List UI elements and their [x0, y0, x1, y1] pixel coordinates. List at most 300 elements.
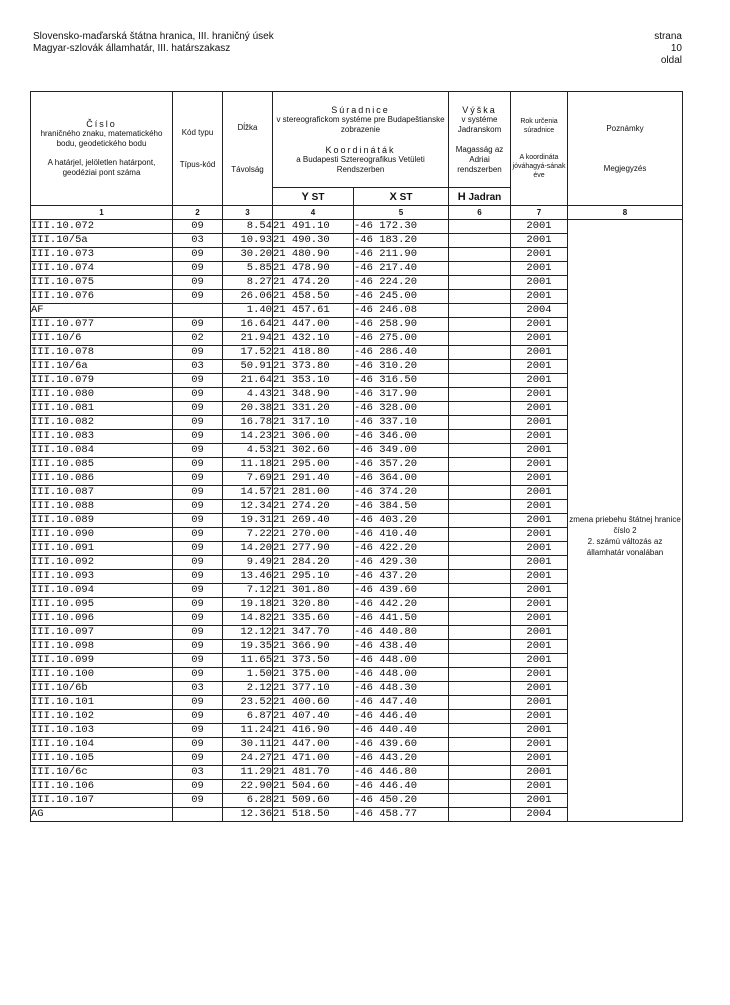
- cell-height: [449, 416, 511, 430]
- cell-coord-x: -46 258.90: [354, 318, 449, 332]
- cell-height: [449, 360, 511, 374]
- cell-coord-x: -46 446.80: [354, 766, 449, 780]
- cell-point-number: III.10.091: [31, 542, 173, 556]
- cell-coord-y: 21 447.00: [273, 318, 354, 332]
- cell-length: 14.82: [223, 612, 273, 626]
- cell-height: [449, 332, 511, 346]
- cell-coord-y: 21 301.80: [273, 584, 354, 598]
- cell-year: 2001: [511, 626, 568, 640]
- cell-length: 19.35: [223, 640, 273, 654]
- cell-coord-x: -46 439.60: [354, 738, 449, 752]
- cell-year: 2001: [511, 570, 568, 584]
- cell-year: 2001: [511, 444, 568, 458]
- cell-year: 2001: [511, 738, 568, 752]
- cell-point-number: III.10.094: [31, 584, 173, 598]
- cell-point-number: III.10.075: [31, 276, 173, 290]
- cell-coord-y: 21 373.80: [273, 360, 354, 374]
- cell-coord-x: -46 246.08: [354, 304, 449, 318]
- cell-year: 2001: [511, 780, 568, 794]
- cell-coord-y: 21 518.50: [273, 808, 354, 822]
- cell-length: 30.20: [223, 248, 273, 262]
- cell-length: 8.54: [223, 220, 273, 234]
- cell-coord-y: 21 491.10: [273, 220, 354, 234]
- cell-year: 2001: [511, 290, 568, 304]
- cell-year: 2001: [511, 486, 568, 500]
- cell-point-number: III.10.084: [31, 444, 173, 458]
- cell-height: [449, 402, 511, 416]
- cell-coord-y: 21 418.80: [273, 346, 354, 360]
- cell-coord-y: 21 335.60: [273, 612, 354, 626]
- cell-length: 11.18: [223, 458, 273, 472]
- cell-coord-y: 21 478.90: [273, 262, 354, 276]
- cell-length: 14.23: [223, 430, 273, 444]
- cell-coord-y: 21 291.40: [273, 472, 354, 486]
- cell-year: 2001: [511, 612, 568, 626]
- cell-coord-x: -46 448.00: [354, 654, 449, 668]
- col-header-year: Rok určenia súradnice A koordináta jóváhagyá-sának éve: [511, 92, 568, 206]
- cell-height: [449, 276, 511, 290]
- cell-point-number: III.10.078: [31, 346, 173, 360]
- cell-type-code: 03: [173, 766, 223, 780]
- cell-coord-x: -46 364.00: [354, 472, 449, 486]
- cell-point-number: III.10.082: [31, 416, 173, 430]
- cell-coord-x: -46 310.20: [354, 360, 449, 374]
- cell-length: 12.36: [223, 808, 273, 822]
- cell-year: 2001: [511, 556, 568, 570]
- cell-year: 2001: [511, 458, 568, 472]
- cell-coord-y: 21 348.90: [273, 388, 354, 402]
- cell-type-code: 09: [173, 458, 223, 472]
- cell-height: [449, 444, 511, 458]
- cell-point-number: III.10.076: [31, 290, 173, 304]
- cell-length: 22.90: [223, 780, 273, 794]
- cell-height: [449, 738, 511, 752]
- cell-length: 6.28: [223, 794, 273, 808]
- cell-coord-x: -46 446.40: [354, 710, 449, 724]
- cell-coord-y: 21 295.10: [273, 570, 354, 584]
- col-header-notes: Poznámky Megjegyzés: [568, 92, 683, 206]
- cell-height: [449, 248, 511, 262]
- cell-coord-x: -46 224.20: [354, 276, 449, 290]
- cell-year: 2001: [511, 668, 568, 682]
- cell-coord-x: -46 374.20: [354, 486, 449, 500]
- cell-point-number: III.10.074: [31, 262, 173, 276]
- cell-coord-x: -46 275.00: [354, 332, 449, 346]
- cell-point-number: III.10.106: [31, 780, 173, 794]
- cell-height: [449, 654, 511, 668]
- page-label-sk: strana: [654, 31, 682, 42]
- cell-year: 2001: [511, 346, 568, 360]
- column-number-row: 1 2 3 4 5 6 7 8: [31, 206, 683, 220]
- cell-height: [449, 262, 511, 276]
- cell-length: 4.43: [223, 388, 273, 402]
- cell-year: 2001: [511, 388, 568, 402]
- cell-point-number: III.10/6c: [31, 766, 173, 780]
- cell-coord-y: 21 347.70: [273, 626, 354, 640]
- cell-coord-y: 21 375.00: [273, 668, 354, 682]
- cell-point-number: III.10.087: [31, 486, 173, 500]
- cell-coord-x: -46 447.40: [354, 696, 449, 710]
- cell-length: 19.31: [223, 514, 273, 528]
- cell-coord-y: 21 366.90: [273, 640, 354, 654]
- cell-point-number: AF: [31, 304, 173, 318]
- cell-year: 2001: [511, 752, 568, 766]
- cell-coord-x: -46 211.90: [354, 248, 449, 262]
- cell-point-number: III.10.097: [31, 626, 173, 640]
- cell-point-number: III.10.086: [31, 472, 173, 486]
- cell-type-code: 09: [173, 374, 223, 388]
- cell-height: [449, 640, 511, 654]
- cell-coord-y: 21 306.00: [273, 430, 354, 444]
- cell-height: [449, 794, 511, 808]
- cell-height: [449, 486, 511, 500]
- cell-length: 2.12: [223, 682, 273, 696]
- cell-type-code: 03: [173, 682, 223, 696]
- cell-year: 2001: [511, 360, 568, 374]
- cell-point-number: III.10.101: [31, 696, 173, 710]
- cell-coord-y: 21 284.20: [273, 556, 354, 570]
- cell-length: 16.64: [223, 318, 273, 332]
- col-header-height: Výška v systéme Jadranskom Magasság az Adriai rendszerben: [449, 92, 511, 188]
- page-number: 10: [670, 43, 682, 54]
- cell-year: 2001: [511, 584, 568, 598]
- cell-length: 11.29: [223, 766, 273, 780]
- cell-height: [449, 780, 511, 794]
- cell-type-code: 09: [173, 472, 223, 486]
- cell-type-code: 09: [173, 794, 223, 808]
- cell-coord-x: -46 183.20: [354, 234, 449, 248]
- table-row: [31, 220, 683, 234]
- cell-coord-y: 21 458.50: [273, 290, 354, 304]
- cell-length: 12.12: [223, 626, 273, 640]
- cell-year: 2004: [511, 808, 568, 822]
- cell-height: [449, 570, 511, 584]
- cell-length: 6.87: [223, 710, 273, 724]
- cell-coord-y: 21 416.90: [273, 724, 354, 738]
- cell-height: [449, 808, 511, 822]
- cell-coord-x: -46 458.77: [354, 808, 449, 822]
- cell-length: 23.52: [223, 696, 273, 710]
- cell-height: [449, 220, 511, 234]
- cell-year: 2001: [511, 528, 568, 542]
- cell-coord-y: 21 295.00: [273, 458, 354, 472]
- cell-point-number: III.10.073: [31, 248, 173, 262]
- cell-length: 13.46: [223, 570, 273, 584]
- cell-year: 2001: [511, 374, 568, 388]
- cell-length: 20.38: [223, 402, 273, 416]
- table-body: [31, 220, 683, 822]
- cell-year: 2001: [511, 472, 568, 486]
- cell-point-number: III.10.083: [31, 430, 173, 444]
- cell-length: 21.94: [223, 332, 273, 346]
- cell-type-code: [173, 304, 223, 318]
- cell-point-number: III.10.089: [31, 514, 173, 528]
- cell-point-number: III.10.098: [31, 640, 173, 654]
- note-text-hu: 2. számú változás az államhatár vonalában: [586, 537, 664, 557]
- cell-point-number: III.10/6: [31, 332, 173, 346]
- cell-type-code: 09: [173, 696, 223, 710]
- col-header-coordinates: Súradnice v stereografickom systéme pre Budapeštianske zobrazenie Koordináták a Budapesti Sztereografikus Vetületi Rendszerben: [273, 92, 449, 188]
- cell-length: 14.57: [223, 486, 273, 500]
- cell-height: [449, 682, 511, 696]
- cell-coord-x: -46 450.20: [354, 794, 449, 808]
- cell-length: 14.20: [223, 542, 273, 556]
- cell-type-code: 09: [173, 710, 223, 724]
- note-text-sk: zmena priebehu štátnej hranice číslo 2: [569, 515, 681, 535]
- cell-type-code: 09: [173, 346, 223, 360]
- cell-type-code: 09: [173, 416, 223, 430]
- cell-type-code: 02: [173, 332, 223, 346]
- cell-type-code: 03: [173, 360, 223, 374]
- cell-length: 24.27: [223, 752, 273, 766]
- cell-height: [449, 710, 511, 724]
- cell-length: 9.49: [223, 556, 273, 570]
- cell-coord-y: 21 432.10: [273, 332, 354, 346]
- cell-point-number: III.10.099: [31, 654, 173, 668]
- cell-length: 26.06: [223, 290, 273, 304]
- cell-year: 2001: [511, 262, 568, 276]
- cell-height: [449, 668, 511, 682]
- cell-year: 2001: [511, 332, 568, 346]
- cell-coord-x: -46 245.00: [354, 290, 449, 304]
- cell-point-number: III.10.072: [31, 220, 173, 234]
- cell-year: 2001: [511, 682, 568, 696]
- cell-length: 16.78: [223, 416, 273, 430]
- cell-coord-y: 21 373.50: [273, 654, 354, 668]
- notes-cell: [568, 220, 683, 822]
- cell-type-code: 09: [173, 570, 223, 584]
- cell-coord-y: 21 274.20: [273, 500, 354, 514]
- cell-point-number: III.10/6a: [31, 360, 173, 374]
- cell-length: 8.27: [223, 276, 273, 290]
- cell-coord-y: 21 407.40: [273, 710, 354, 724]
- cell-coord-y: 21 270.00: [273, 528, 354, 542]
- cell-length: 11.24: [223, 724, 273, 738]
- cell-year: 2001: [511, 234, 568, 248]
- cell-height: [449, 472, 511, 486]
- cell-point-number: AG: [31, 808, 173, 822]
- cell-point-number: III.10.103: [31, 724, 173, 738]
- cell-type-code: 09: [173, 654, 223, 668]
- cell-point-number: III.10.077: [31, 318, 173, 332]
- cell-length: 10.93: [223, 234, 273, 248]
- cell-height: [449, 430, 511, 444]
- cell-length: 1.40: [223, 304, 273, 318]
- cell-length: 17.52: [223, 346, 273, 360]
- cell-type-code: 09: [173, 626, 223, 640]
- cell-year: 2001: [511, 710, 568, 724]
- header-title-hu: Magyar-szlovák államhatár, III. határszakasz: [33, 43, 231, 54]
- cell-coord-y: 21 504.60: [273, 780, 354, 794]
- col-header-number: Číslo hraničného znaku, matematického bodu, geodetického bodu A határjel, jelöletlen határpont, geodéziai pont száma: [31, 92, 173, 206]
- cell-height: [449, 234, 511, 248]
- cell-type-code: 09: [173, 542, 223, 556]
- cell-coord-x: -46 317.90: [354, 388, 449, 402]
- cell-type-code: 09: [173, 528, 223, 542]
- cell-length: 7.12: [223, 584, 273, 598]
- cell-height: [449, 626, 511, 640]
- cell-coord-y: 21 331.20: [273, 402, 354, 416]
- col-header-h-jadran: H Jadran: [449, 188, 511, 206]
- cell-type-code: 09: [173, 668, 223, 682]
- cell-coord-x: -46 217.40: [354, 262, 449, 276]
- cell-coord-x: -46 448.00: [354, 668, 449, 682]
- cell-length: 7.22: [223, 528, 273, 542]
- cell-height: [449, 346, 511, 360]
- cell-length: 4.53: [223, 444, 273, 458]
- cell-coord-x: -46 422.20: [354, 542, 449, 556]
- cell-coord-x: -46 346.00: [354, 430, 449, 444]
- cell-height: [449, 318, 511, 332]
- cell-coord-x: -46 349.00: [354, 444, 449, 458]
- cell-coord-x: -46 172.30: [354, 220, 449, 234]
- cell-coord-x: -46 410.40: [354, 528, 449, 542]
- cell-type-code: 09: [173, 444, 223, 458]
- cell-coord-y: 21 490.30: [273, 234, 354, 248]
- cell-coord-x: -46 316.50: [354, 374, 449, 388]
- cell-length: 30.11: [223, 738, 273, 752]
- cell-type-code: 09: [173, 598, 223, 612]
- cell-height: [449, 514, 511, 528]
- cell-year: 2001: [511, 598, 568, 612]
- cell-coord-x: -46 403.20: [354, 514, 449, 528]
- cell-coord-x: -46 384.50: [354, 500, 449, 514]
- cell-coord-y: 21 509.60: [273, 794, 354, 808]
- cell-coord-x: -46 328.00: [354, 402, 449, 416]
- col-header-type-code: Kód typu Típus-kód: [173, 92, 223, 206]
- cell-height: [449, 696, 511, 710]
- cell-type-code: 09: [173, 584, 223, 598]
- cell-height: [449, 528, 511, 542]
- cell-year: 2001: [511, 766, 568, 780]
- cell-year: 2001: [511, 318, 568, 332]
- cell-length: 7.69: [223, 472, 273, 486]
- cell-coord-x: -46 438.40: [354, 640, 449, 654]
- cell-type-code: 09: [173, 430, 223, 444]
- cell-type-code: 09: [173, 262, 223, 276]
- cell-coord-y: 21 474.20: [273, 276, 354, 290]
- table-header: [31, 92, 683, 220]
- cell-year: 2001: [511, 220, 568, 234]
- cell-coord-y: 21 481.70: [273, 766, 354, 780]
- cell-point-number: III.10.107: [31, 794, 173, 808]
- cell-coord-x: -46 441.50: [354, 612, 449, 626]
- boundary-coordinates-table: [30, 91, 683, 822]
- cell-year: 2001: [511, 696, 568, 710]
- cell-type-code: 09: [173, 556, 223, 570]
- cell-coord-x: -46 443.20: [354, 752, 449, 766]
- cell-coord-x: -46 429.30: [354, 556, 449, 570]
- cell-type-code: 09: [173, 276, 223, 290]
- cell-coord-y: 21 277.90: [273, 542, 354, 556]
- cell-height: [449, 542, 511, 556]
- cell-type-code: 09: [173, 318, 223, 332]
- cell-coord-y: 21 317.10: [273, 416, 354, 430]
- cell-point-number: III.10/6b: [31, 682, 173, 696]
- cell-type-code: 09: [173, 514, 223, 528]
- cell-type-code: 09: [173, 612, 223, 626]
- cell-point-number: III.10.081: [31, 402, 173, 416]
- cell-coord-x: -46 440.80: [354, 626, 449, 640]
- cell-coord-y: 21 471.00: [273, 752, 354, 766]
- cell-type-code: 09: [173, 500, 223, 514]
- cell-point-number: III.10.105: [31, 752, 173, 766]
- cell-type-code: 09: [173, 640, 223, 654]
- cell-point-number: III.10.096: [31, 612, 173, 626]
- cell-coord-x: -46 337.10: [354, 416, 449, 430]
- col-header-y-st: Y ST: [273, 188, 354, 206]
- cell-length: 19.18: [223, 598, 273, 612]
- cell-type-code: [173, 808, 223, 822]
- cell-type-code: 09: [173, 402, 223, 416]
- cell-coord-y: 21 400.60: [273, 696, 354, 710]
- cell-point-number: III.10.085: [31, 458, 173, 472]
- cell-height: [449, 612, 511, 626]
- cell-year: 2001: [511, 416, 568, 430]
- cell-type-code: 09: [173, 724, 223, 738]
- cell-coord-x: -46 357.20: [354, 458, 449, 472]
- cell-year: 2001: [511, 500, 568, 514]
- cell-year: 2001: [511, 794, 568, 808]
- cell-coord-x: -46 437.20: [354, 570, 449, 584]
- cell-length: 50.91: [223, 360, 273, 374]
- cell-point-number: III.10.100: [31, 668, 173, 682]
- cell-coord-x: -46 446.40: [354, 780, 449, 794]
- cell-height: [449, 724, 511, 738]
- cell-type-code: 09: [173, 248, 223, 262]
- cell-height: [449, 766, 511, 780]
- cell-year: 2004: [511, 304, 568, 318]
- cell-height: [449, 374, 511, 388]
- cell-coord-y: 21 320.80: [273, 598, 354, 612]
- cell-year: 2001: [511, 724, 568, 738]
- cell-type-code: 09: [173, 388, 223, 402]
- page-indicator: [654, 31, 682, 67]
- cell-height: [449, 304, 511, 318]
- cell-type-code: 09: [173, 752, 223, 766]
- cell-height: [449, 598, 511, 612]
- page-label-hu: oldal: [660, 55, 682, 66]
- cell-type-code: 09: [173, 738, 223, 752]
- cell-point-number: III.10/5a: [31, 234, 173, 248]
- cell-type-code: 09: [173, 780, 223, 794]
- cell-point-number: III.10.104: [31, 738, 173, 752]
- cell-coord-x: -46 439.60: [354, 584, 449, 598]
- cell-type-code: 09: [173, 290, 223, 304]
- cell-point-number: III.10.079: [31, 374, 173, 388]
- cell-coord-y: 21 447.00: [273, 738, 354, 752]
- document-header: [33, 31, 274, 55]
- cell-coord-x: -46 442.20: [354, 598, 449, 612]
- cell-coord-y: 21 480.90: [273, 248, 354, 262]
- cell-point-number: III.10.095: [31, 598, 173, 612]
- cell-point-number: III.10.093: [31, 570, 173, 584]
- col-header-length: Dĺžka Távolság: [223, 92, 273, 206]
- header-title-sk: Slovensko-maďarská štátna hranica, III. hraničný úsek: [33, 31, 274, 42]
- cell-height: [449, 584, 511, 598]
- col-header-x-st: X ST: [354, 188, 449, 206]
- cell-height: [449, 752, 511, 766]
- cell-year: 2001: [511, 654, 568, 668]
- cell-point-number: III.10.102: [31, 710, 173, 724]
- cell-year: 2001: [511, 640, 568, 654]
- cell-coord-y: 21 269.40: [273, 514, 354, 528]
- cell-coord-x: -46 440.40: [354, 724, 449, 738]
- cell-coord-y: 21 457.61: [273, 304, 354, 318]
- cell-height: [449, 458, 511, 472]
- cell-length: 5.85: [223, 262, 273, 276]
- cell-year: 2001: [511, 430, 568, 444]
